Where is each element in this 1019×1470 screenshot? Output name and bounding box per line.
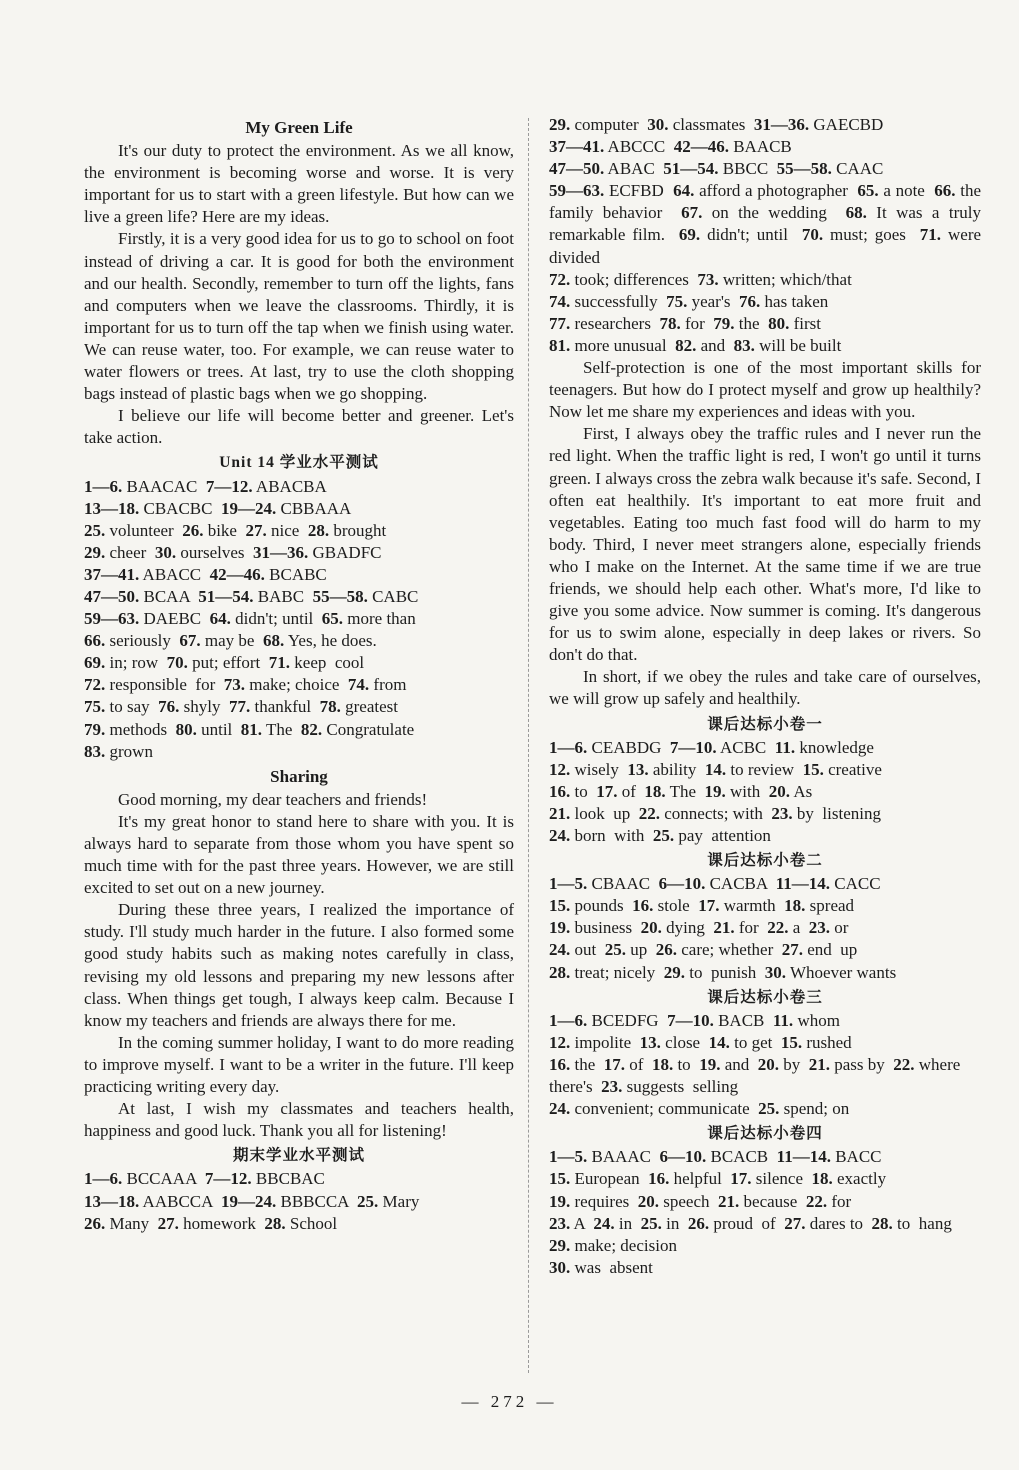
essay-title-my-green-life: My Green Life (245, 118, 353, 137)
answer-line: 24. born with 25. pay attention (549, 826, 771, 845)
answer-line: 28. treat; nicely 29. to punish 30. Whoever wants (549, 962, 897, 982)
answer-line: 1—6. BAACAC 7—12. ABACBA (84, 476, 327, 496)
answer-line: 19. business 20. dying 21. for 22. a 23. or (549, 918, 849, 938)
answer-line: 81. more unusual 82. and 83. will be built (549, 335, 842, 355)
paragraph: I believe our life will become better and greener. Let's take action. (84, 406, 514, 448)
answers-unit14 (84, 476, 514, 763)
answer-line: 26. Many 27. homework 28. School (84, 1213, 338, 1233)
answers-quiz-4 (549, 1146, 981, 1279)
essay-self-protection (549, 357, 981, 711)
answer-line: 47—50. ABAC 51—54. BBCC 55—58. CAAC (549, 159, 884, 179)
left-column (84, 114, 514, 1235)
answers-quiz-2 (549, 873, 981, 983)
answer-line: 74. successfully 75. year's 76. has taken (549, 291, 829, 311)
paragraph: Good morning, my dear teachers and friends! (118, 789, 428, 809)
paragraph: In the coming summer holiday, I want to do more reading to improve myself. I want to be a writer in the future. I'll keep practicing writing every day. (84, 1032, 514, 1097)
answer-line: 25. volunteer 26. bike 27. nice 28. brought (84, 520, 387, 540)
section-title-quiz-3: 课后达标小卷三 (707, 988, 823, 1006)
answer-line: 19. requires 20. speech 21. because 22. for (549, 1191, 852, 1211)
answer-line: 77. researchers 78. for 79. the 80. first (549, 313, 821, 333)
section-title-quiz-1: 课后达标小卷一 (707, 715, 823, 733)
answer-line: 37—41. ABACC 42—46. BCABC (84, 564, 327, 584)
answer-line: 21. look up 22. connects; with 23. by listening (549, 803, 881, 823)
answer-line: 79. methods 80. until 81. The 82. Congratulate (84, 719, 415, 739)
answer-line: 29. cheer 30. ourselves 31—36. GBADFC (84, 542, 382, 562)
answer-line: 59—63. DAEBC 64. didn't; until 65. more than (84, 609, 416, 629)
answers-final-exam (84, 1168, 514, 1234)
answer-line: 16. the 17. of 18. to 19. and 20. by 21. pass by 22. where there's 23. suggests selling (549, 1054, 969, 1097)
answers-final-exam-continued (549, 114, 990, 357)
answer-line: 47—50. BCAA 51—54. BABC 55—58. CABC (84, 586, 419, 606)
answer-line: 72. responsible for 73. make; choice 74. from (84, 675, 407, 695)
right-column (549, 114, 990, 1279)
answer-line: 29. computer 30. classmates 31—36. GAECBD (549, 115, 884, 134)
paragraph: It's our duty to protect the environment. As we all know, the environment is becoming worse and worse. It is very important for us to start with a green lifestyle. But how can we live a green life? Here are my ideas. (84, 141, 514, 227)
answer-line: 15. European 16. helpful 17. silence 18. exactly (549, 1169, 887, 1189)
answer-line: 1—6. BCEDFG 7—10. BACB 11. whom (549, 1010, 840, 1030)
paragraph: In short, if we obey the rules and take care of ourselves, we will grow up safely and healthily. (549, 667, 981, 709)
answer-line: 1—5. BAAAC 6—10. BCACB 11—14. BACC (549, 1147, 882, 1167)
answer-line: 12. impolite 13. close 14. to get 15. rushed (549, 1032, 852, 1052)
answer-line: 1—5. CBAAC 6—10. CACBA 11—14. CACC (549, 874, 881, 894)
answer-line: 13—18. AABCCA 19—24. BBBCCA 25. Mary (84, 1191, 420, 1211)
essay-my-green-life (84, 140, 514, 449)
paragraph: During these three years, I realized the importance of study. I'll study much harder in the future. I also formed some good study habits such as making notes carefully in class, revising my old lessons and preparing my new lessons after class. When things get tough, I always keep calm. Because I know my teachers and friends are always there for me. (84, 900, 514, 1030)
answer-line: 1—6. BCCAAA 7—12. BBCBAC (84, 1169, 325, 1189)
section-title-quiz-4: 课后达标小卷四 (707, 1125, 823, 1143)
column-divider (528, 118, 529, 1373)
answer-line: 59—63. ECFBD 64. afford a photographer 65. a note 66. the family behavior 67. on the wedding 68. It was a truly remarkable film. 69. didn't; until 70. must; goes 71. were divided (549, 181, 990, 267)
paragraph: At last, I wish my classmates and teachers health, happiness and good luck. Thank you all for listening! (84, 1099, 514, 1141)
answer-line: 66. seriously 67. may be 68. Yes, he does. (84, 631, 377, 651)
page-number: — 272 — (461, 1392, 558, 1411)
answer-line: 75. to say 76. shyly 77. thankful 78. greatest (84, 697, 398, 717)
answer-line: 12. wisely 13. ability 14. to review 15. creative (549, 759, 882, 779)
answer-line: 23. A 24. in 25. in 26. proud of 27. dares to 28. to hang 29. make; decision (549, 1213, 961, 1255)
section-title-final-exam: 期末学业水平测试 (232, 1147, 365, 1165)
answer-line: 13—18. CBACBC 19—24. CBBAAA (84, 498, 352, 518)
answer-line: 72. took; differences 73. written; which/that (549, 269, 852, 289)
section-title-quiz-2: 课后达标小卷二 (707, 852, 823, 870)
answers-quiz-1 (549, 737, 981, 847)
paragraph: It's my great honor to stand here to share with you. It is always hard to separate from those whom you have spent so much time with for the past three years. However, we are still excited to set out on a new journey. (84, 811, 514, 898)
essay-title-sharing: Sharing (270, 766, 328, 786)
answer-line: 69. in; row 70. put; effort 71. keep cool (84, 653, 365, 673)
paragraph: First, I always obey the traffic rules and I never run the red light. When the traffic light is red, I won't go until it turns green. I always cross the zebra walk because it's safe. Second, I often eat healthily. It's important to eat more fruit and vegetables. Eating too much fast food will do harm to my body. Third, I never meet strangers alone, especially friends who I make on the Internet. At the same time if we are true friends, we should help each other. What's more, I'd like to give you some advice. Now summer is coming. It's dangerous for us to swim alone, especially in deep lakes or rivers. So don't do that. (549, 424, 981, 665)
essay-sharing (84, 789, 514, 1143)
paragraph: Firstly, it is a very good idea for us to go to school on foot instead of driving a car. It is good for both the environment and our health. Secondly, remember to turn off the lights, fans and computers when we leave the classrooms. Thirdly, it is important for us to turn off the tap when we finish using water. We can reuse water, too. For example, we can reuse water to water flowers or trees. At last, try to use the cloth shopping bags instead of plastic bags when we go shopping. (84, 229, 514, 404)
answer-line: 24. convenient; communicate 25. spend; on (549, 1099, 850, 1119)
answer-line: 16. to 17. of 18. The 19. with 20. As (549, 781, 813, 801)
answer-line: 30. was absent (549, 1257, 653, 1277)
answer-line: 37—41. ABCCC 42—46. BAACB (549, 137, 792, 157)
answer-line: 1—6. CEABDG 7—10. ACBC 11. knowledge (549, 737, 874, 757)
paragraph: Self-protection is one of the most important skills for teenagers. But how do I protect myself and grow up healthily? Now let me share my experiences and ideas with you. (549, 358, 981, 422)
answers-quiz-3 (549, 1010, 981, 1120)
section-title-unit14: Unit 14 学业水平测试 (219, 454, 379, 472)
answer-line: 24. out 25. up 26. care; whether 27. end up (549, 940, 858, 960)
answer-line: 83. grown (84, 741, 153, 761)
answer-line: 15. pounds 16. stole 17. warmth 18. spread (549, 896, 855, 916)
